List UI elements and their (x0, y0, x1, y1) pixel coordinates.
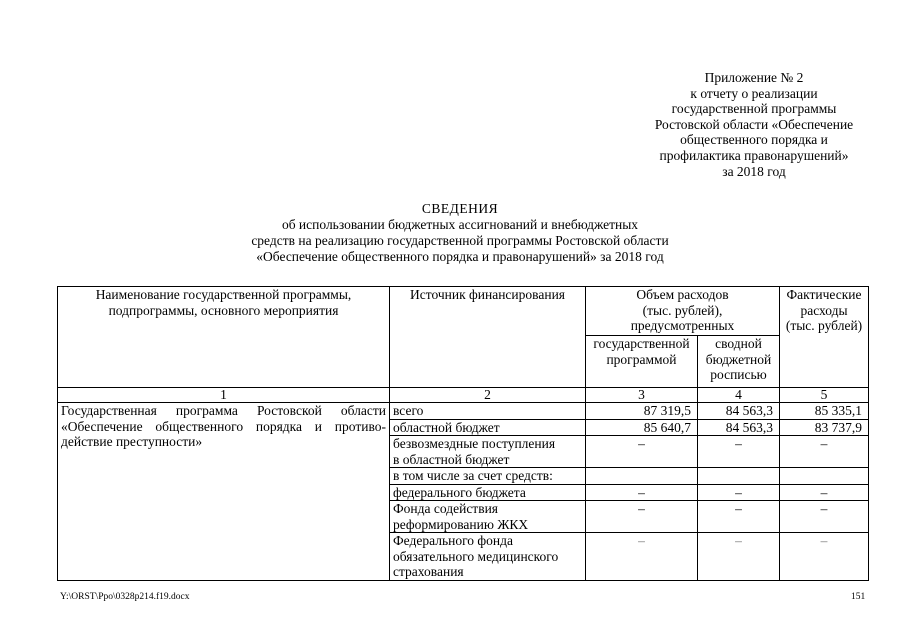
source-text: в том числе за счет средств: (393, 468, 553, 483)
source-text: реформированию ЖКХ (393, 516, 529, 532)
expenses-table (57, 286, 869, 581)
appendix-line: общественного порядка и (680, 132, 828, 148)
appendix-line: к отчету о реализации (690, 85, 818, 101)
header-volume (586, 287, 780, 336)
value-cell: 84 563,3 (698, 419, 780, 436)
value-cell: – (586, 484, 698, 501)
title-subline: «Обеспечение общественного порядка и правонарушений» за 2018 год (256, 249, 664, 264)
column-number-row (58, 388, 869, 403)
program-name-line: действие преступности» (61, 434, 203, 449)
footer-page-number: 151 (851, 592, 866, 602)
col-number: 5 (780, 388, 869, 403)
value-cell: 85 335,1 (780, 403, 869, 420)
header-state-program (586, 336, 698, 388)
value-cell: – (780, 533, 869, 581)
header-text: Фактические (786, 287, 862, 302)
header-text: подпрограммы, основного мероприятия (108, 302, 339, 318)
header-text: бюджетной (705, 351, 772, 367)
header-text: государственной (593, 336, 690, 351)
header-funding-source (390, 287, 586, 388)
col-number: 3 (586, 388, 698, 403)
source-cell (390, 501, 586, 533)
value-cell (780, 468, 869, 485)
title-subline: об использовании бюджетных ассигнований и внебюджетных (281, 217, 639, 232)
program-name-line: «Обеспечение общественного порядка и противо- (61, 418, 386, 434)
col-number: 1 (58, 388, 390, 403)
document-title (150, 201, 770, 265)
source-text: Фонда содействия (393, 501, 499, 516)
appendix-line: Приложение № 2 (704, 70, 804, 85)
source-text: всего (393, 403, 424, 418)
appendix-line: Ростовской области «Обеспечение (654, 116, 854, 132)
value-cell: – (698, 501, 780, 533)
header-text: росписью (710, 367, 767, 382)
header-consolidated (698, 336, 780, 388)
appendix-line: профилактика правонарушений» (659, 147, 849, 163)
value-cell: 84 563,3 (698, 403, 780, 420)
header-text: расходы (800, 302, 848, 318)
source-text: в областной бюджет (393, 451, 510, 467)
program-name-line: Государственная программа Ростовской области (61, 403, 386, 418)
source-cell (390, 436, 586, 468)
source-text: безвозмездные поступления (393, 436, 556, 451)
footer-file-path: Y:\ORST\Ppo\0328p214.f19.docx (60, 592, 190, 602)
value-cell: 87 319,5 (586, 403, 698, 420)
source-cell (390, 403, 586, 420)
source-cell (390, 468, 586, 485)
source-cell (390, 533, 586, 581)
value-cell: – (780, 436, 869, 468)
value-cell (698, 468, 780, 485)
table-header-row (58, 287, 869, 336)
source-text: федерального бюджета (393, 484, 526, 500)
title-subline: средств на реализацию государственной программы Ростовской области (251, 233, 669, 248)
header-text: Наименование государственной программы, (95, 287, 352, 302)
value-cell: – (698, 484, 780, 501)
table-row (58, 403, 869, 420)
value-cell: – (698, 436, 780, 468)
header-text: Объем расходов (636, 287, 729, 302)
header-actual (780, 287, 869, 388)
col-number: 4 (698, 388, 780, 403)
value-cell: 85 640,7 (586, 419, 698, 436)
value-cell: – (780, 484, 869, 501)
value-cell (586, 468, 698, 485)
header-text: (тыс. рублей), (642, 302, 723, 318)
source-text: обязательного медицинского (393, 548, 559, 564)
appendix-line: за 2018 год (722, 163, 786, 179)
title-main: СВЕДЕНИЯ (421, 201, 499, 216)
header-text: сводной (715, 336, 762, 351)
value-cell: 83 737,9 (780, 419, 869, 436)
source-text: Федерального фонда (393, 533, 513, 548)
source-cell (390, 419, 586, 436)
source-text: областной бюджет (393, 419, 500, 435)
value-cell: – (586, 533, 698, 581)
program-name-cell (58, 403, 390, 581)
appendix-note (630, 70, 878, 179)
header-program-name (58, 287, 390, 388)
value-cell: – (586, 436, 698, 468)
col-number: 2 (390, 388, 586, 403)
header-text: предусмотренных (630, 318, 735, 333)
source-text: страхования (393, 564, 464, 579)
value-cell: – (586, 501, 698, 533)
value-cell: – (780, 501, 869, 533)
value-cell: – (698, 533, 780, 581)
source-cell (390, 484, 586, 501)
header-text: (тыс. рублей) (785, 318, 863, 333)
header-text: Источник финансирования (409, 287, 565, 302)
appendix-line: государственной программы (671, 101, 837, 117)
header-text: программой (606, 351, 677, 367)
